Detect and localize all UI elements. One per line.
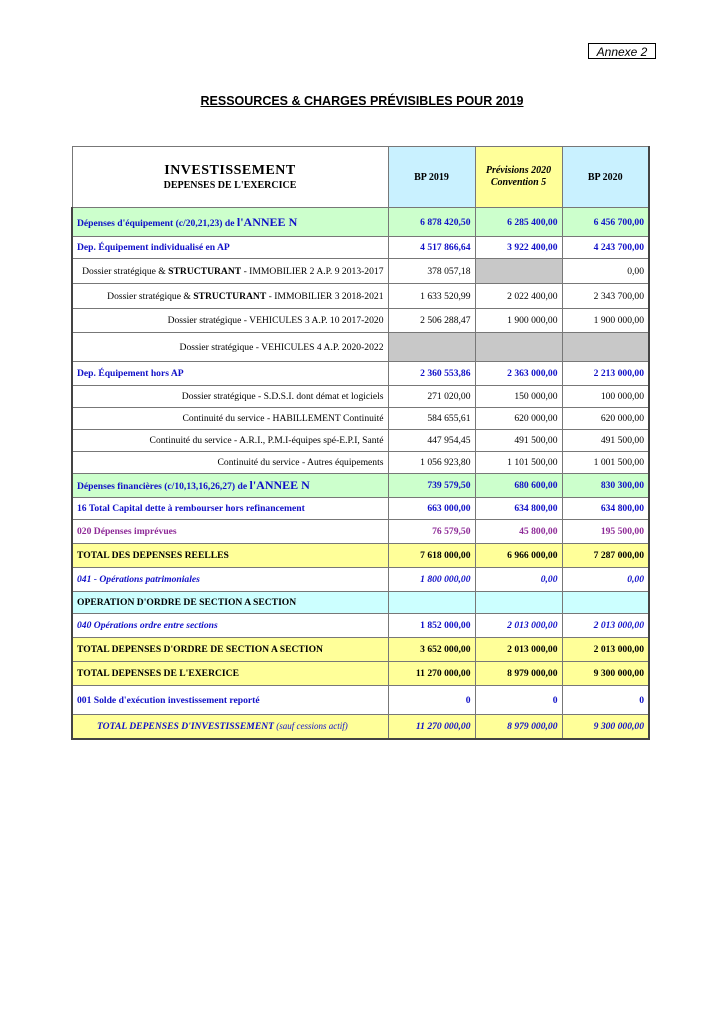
cell-bp2020: 0 (562, 686, 649, 715)
cell-bp2020: 100 000,00 (562, 386, 649, 408)
cell-bp2020: 620 000,00 (562, 408, 649, 430)
row-label-note: (sauf cessions actif) (274, 721, 348, 731)
cell-bp2020: 4 243 700,00 (562, 237, 649, 259)
table-row (72, 259, 649, 284)
table-row (72, 544, 649, 568)
table-row (72, 408, 649, 430)
row-label-text: Dépenses financières (c/10,13,16,26,27) de (77, 481, 250, 492)
table-row (72, 386, 649, 408)
cell-bp2019: 2 506 288,47 (388, 309, 475, 333)
cell-bp2019: 739 579,50 (388, 474, 475, 498)
row-label: Dossier stratégique - VEHICULES 3 A.P. 10 2017-2020 (72, 309, 388, 333)
cell-bp2020: 2 013 000,00 (562, 638, 649, 662)
cell-prev2020: 620 000,00 (475, 408, 562, 430)
row-label: 040 Opérations ordre entre sections (72, 614, 388, 638)
table-row (72, 614, 649, 638)
cell-prev2020: 150 000,00 (475, 386, 562, 408)
cell-prev2020: 2 022 400,00 (475, 284, 562, 309)
row-label: Dep. Équipement individualisé en AP (72, 237, 388, 259)
cell-bp2020: 634 800,00 (562, 498, 649, 520)
row-label: TOTAL DES DEPENSES REELLES (72, 544, 388, 568)
cell-prev2020 (475, 592, 562, 614)
cell-prev2020: 8 979 000,00 (475, 662, 562, 686)
row-label: 020 Dépenses imprévues (72, 520, 388, 544)
cell-prev2020: 45 800,00 (475, 520, 562, 544)
cell-prev2020: 6 966 000,00 (475, 544, 562, 568)
row-label (72, 208, 388, 237)
cell-bp2020 (562, 333, 649, 362)
cell-bp2020: 491 500,00 (562, 430, 649, 452)
cell-prev2020: 2 013 000,00 (475, 638, 562, 662)
budget-table (71, 146, 650, 740)
table-row (72, 568, 649, 592)
row-label-text: TOTAL DEPENSES D'INVESTISSEMENT (97, 721, 275, 732)
cell-bp2019: 7 618 000,00 (388, 544, 475, 568)
cell-bp2020: 0,00 (562, 568, 649, 592)
header-previsions-line2: Convention 5 (490, 177, 547, 188)
row-label-emphasis: l'ANNEE N (236, 214, 298, 229)
row-label: Dossier stratégique - S.D.S.I. dont démat et logiciels (72, 386, 388, 408)
cell-bp2019: 1 633 520,99 (388, 284, 475, 309)
table-row (72, 333, 649, 362)
row-label: Continuité du service - Autres équipements (72, 452, 388, 474)
header-previsions-2020 (475, 147, 562, 208)
cell-prev2020: 491 500,00 (475, 430, 562, 452)
cell-bp2019: 1 056 923,80 (388, 452, 475, 474)
table-header-row (72, 147, 649, 208)
cell-bp2020: 6 456 700,00 (562, 208, 649, 237)
row-label-suffix: - IMMOBILIER 2 A.P. 9 2013-2017 (241, 265, 384, 277)
row-label (72, 259, 388, 284)
row-label: Dep. Équipement hors AP (72, 362, 388, 386)
cell-bp2020: 2 213 000,00 (562, 362, 649, 386)
table-row (72, 284, 649, 309)
row-label-text: Dépenses d'équipement (c/20,21,23) de (77, 217, 237, 229)
cell-bp2020: 9 300 000,00 (562, 715, 649, 740)
cell-bp2020: 830 300,00 (562, 474, 649, 498)
row-label: 001 Solde d'exécution investissement reporté (72, 686, 388, 715)
page-title: RESSOURCES & CHARGES PRÉVISIBLES POUR 2019 (200, 94, 524, 108)
row-label-suffix: - IMMOBILIER 3 2018-2021 (266, 290, 384, 302)
cell-prev2020: 2 363 000,00 (475, 362, 562, 386)
table-row (72, 638, 649, 662)
row-label: TOTAL DEPENSES DE L'EXERCICE (72, 662, 388, 686)
table-row (72, 715, 649, 740)
cell-bp2019 (388, 592, 475, 614)
row-label-text: Dossier stratégique & (82, 265, 169, 277)
row-label (72, 474, 388, 498)
row-label (72, 284, 388, 309)
cell-bp2020: 0,00 (562, 259, 649, 284)
row-label (72, 715, 388, 740)
header-main: INVESTISSEMENT (164, 163, 296, 178)
cell-bp2020: 1 001 500,00 (562, 452, 649, 474)
cell-prev2020: 0 (475, 686, 562, 715)
table-row (72, 208, 649, 237)
header-bp2019: BP 2019 (388, 147, 475, 208)
table-row (72, 592, 649, 614)
cell-bp2019: 0 (388, 686, 475, 715)
row-label: Continuité du service - HABILLEMENT Continuité (72, 408, 388, 430)
table-row (72, 474, 649, 498)
row-label: Continuité du service - A.R.I., P.M.I-équipes spé-E.P.I, Santé (72, 430, 388, 452)
cell-bp2019: 76 579,50 (388, 520, 475, 544)
cell-bp2020: 2 013 000,00 (562, 614, 649, 638)
cell-prev2020: 6 285 400,00 (475, 208, 562, 237)
row-label-emphasis: STRUCTURANT (168, 265, 242, 277)
row-label: 16 Total Capital dette à rembourser hors refinancement (72, 498, 388, 520)
cell-bp2019: 1 852 000,00 (388, 614, 475, 638)
cell-prev2020: 634 800,00 (475, 498, 562, 520)
cell-bp2020: 7 287 000,00 (562, 544, 649, 568)
cell-bp2019: 11 270 000,00 (388, 715, 475, 740)
cell-bp2020 (562, 592, 649, 614)
cell-bp2019: 447 954,45 (388, 430, 475, 452)
cell-bp2019: 378 057,18 (388, 259, 475, 284)
cell-bp2020: 195 500,00 (562, 520, 649, 544)
table-row (72, 430, 649, 452)
table-row (72, 237, 649, 259)
cell-bp2020: 2 343 700,00 (562, 284, 649, 309)
header-sub: DEPENSES DE L'EXERCICE (163, 180, 297, 191)
header-previsions-line1: Prévisions 2020 (485, 165, 552, 176)
row-label-emphasis: STRUCTURANT (193, 290, 267, 302)
cell-prev2020 (475, 333, 562, 362)
cell-prev2020: 8 979 000,00 (475, 715, 562, 740)
cell-bp2019: 4 517 866,64 (388, 237, 475, 259)
cell-prev2020: 1 900 000,00 (475, 309, 562, 333)
table-row (72, 452, 649, 474)
cell-bp2019 (388, 333, 475, 362)
table-row (72, 520, 649, 544)
row-label-text: Dossier stratégique & (107, 290, 194, 302)
table-row (72, 686, 649, 715)
row-label: OPERATION D'ORDRE DE SECTION A SECTION (72, 592, 388, 614)
cell-prev2020 (475, 259, 562, 284)
cell-bp2019: 2 360 553,86 (388, 362, 475, 386)
table-row (72, 662, 649, 686)
row-label: Dossier stratégique - VEHICULES 4 A.P. 2020-2022 (72, 333, 388, 362)
table-row (72, 498, 649, 520)
cell-bp2019: 6 878 420,50 (388, 208, 475, 237)
cell-bp2020: 9 300 000,00 (562, 662, 649, 686)
cell-prev2020: 3 922 400,00 (475, 237, 562, 259)
row-label: 041 - Opérations patrimoniales (72, 568, 388, 592)
cell-prev2020: 2 013 000,00 (475, 614, 562, 638)
cell-bp2019: 271 020,00 (388, 386, 475, 408)
cell-bp2019: 663 000,00 (388, 498, 475, 520)
header-label-cell (72, 147, 388, 208)
table-row (72, 362, 649, 386)
header-bp2020: BP 2020 (562, 147, 649, 208)
row-label-emphasis: l'ANNEE N (249, 478, 310, 492)
annex-label: Annexe 2 (588, 43, 656, 59)
cell-prev2020: 0,00 (475, 568, 562, 592)
cell-prev2020: 1 101 500,00 (475, 452, 562, 474)
cell-bp2019: 3 652 000,00 (388, 638, 475, 662)
cell-bp2020: 1 900 000,00 (562, 309, 649, 333)
table-row (72, 309, 649, 333)
cell-bp2019: 11 270 000,00 (388, 662, 475, 686)
cell-bp2019: 1 800 000,00 (388, 568, 475, 592)
cell-prev2020: 680 600,00 (475, 474, 562, 498)
row-label: TOTAL DEPENSES D'ORDRE DE SECTION A SECTION (72, 638, 388, 662)
cell-bp2019: 584 655,61 (388, 408, 475, 430)
